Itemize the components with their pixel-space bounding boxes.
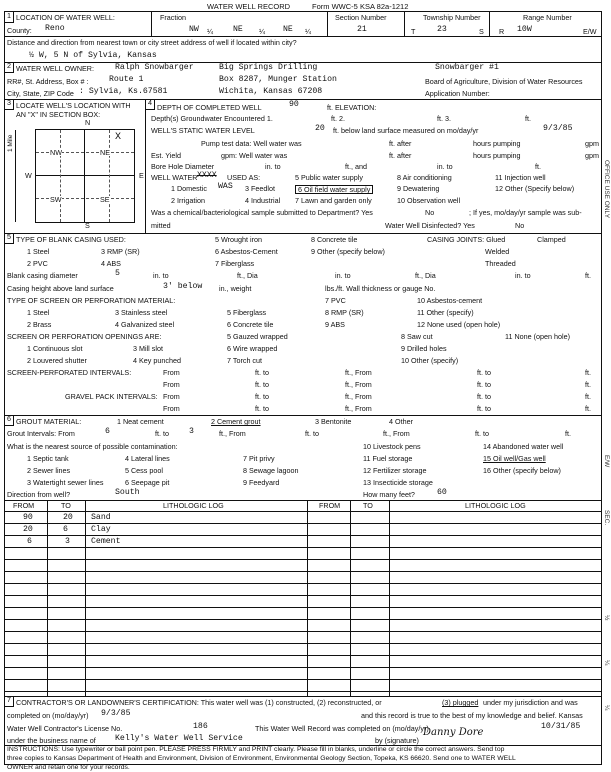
use-label: WELL WATER <box>151 173 198 182</box>
location-x-mark: X <box>115 132 122 143</box>
side-ew-label: E/W <box>603 455 610 468</box>
grout-4[interactable]: 4 Other <box>389 417 413 426</box>
opening-11[interactable]: 11 None (open hole) <box>505 332 570 341</box>
gp-from-1b: ft., From <box>345 392 372 401</box>
src-16[interactable]: 16 Other (specify below) <box>483 466 561 475</box>
log-row-3-desc: Cement <box>91 537 121 546</box>
gp-from-2: From <box>163 404 180 413</box>
fraction-1: NW <box>189 25 199 34</box>
src-13[interactable]: 13 Insecticide storage <box>363 478 433 487</box>
groundwater-2: ft. 2. <box>331 114 345 123</box>
screen-6[interactable]: 6 Concrete tile <box>227 320 274 329</box>
casing-9[interactable]: 9 Other (specify below) <box>311 247 385 256</box>
static-level-date: 9/3/85 <box>543 124 573 133</box>
gp-from-2b: ft., From <box>345 404 372 413</box>
log-rule-line <box>5 607 601 608</box>
record-completed-label: This Water Well Record was completed on (mo/day/yr) <box>255 724 429 733</box>
range-label: Range Number <box>523 13 572 22</box>
use-2[interactable]: 2 Irrigation <box>171 196 205 205</box>
src-7[interactable]: 7 Pit privy <box>243 454 275 463</box>
log-rule-line <box>5 691 601 692</box>
gp-to-2b: ft. to <box>477 404 491 413</box>
log-to-header: TO <box>61 501 71 510</box>
height-value: 3' below <box>163 282 203 291</box>
use-9[interactable]: 9 Dewatering <box>397 184 440 193</box>
groundwater-label: Depth(s) Groundwater Encountered 1. <box>151 114 273 123</box>
quadrant-se: SE <box>100 195 110 204</box>
casing-label: TYPE OF BLANK CASING USED: <box>16 235 126 244</box>
section-6-number: 6 <box>5 415 14 426</box>
grout-rest-5: ft. <box>565 429 571 438</box>
casing-5[interactable]: 5 Wrought iron <box>215 235 263 244</box>
use-11[interactable]: 11 Injection well <box>495 173 546 182</box>
quarter-3: ¼ <box>305 27 311 36</box>
screen-4[interactable]: 4 Galvanized steel <box>115 320 175 329</box>
gp-to-2: ft. to <box>255 404 269 413</box>
joints-clamped[interactable]: Clamped <box>537 235 566 244</box>
spi-to-2: ft. to <box>255 380 269 389</box>
casing-8[interactable]: 8 Concrete tile <box>311 235 358 244</box>
grout-rest-3: ft., From <box>383 429 410 438</box>
compass-e: E <box>139 171 144 180</box>
office-use-label: OFFICE USE ONLY <box>603 160 610 219</box>
quarter-1: ¼ <box>207 27 213 36</box>
board-label: Board of Agriculture, Division of Water Resources <box>425 77 583 86</box>
driller-name: Big Springs Drilling <box>219 63 318 72</box>
distance-label: Distance and direction from nearest town or city street address of well if located within city? <box>7 38 297 47</box>
depth-value: 90 <box>289 100 299 109</box>
spi-ft-1: ft. <box>585 368 591 377</box>
use-struck: XXXX <box>197 171 217 180</box>
grout-3[interactable]: 3 Bentonite <box>315 417 352 426</box>
driller-city: Wichita, Kansas 67208 <box>219 87 323 96</box>
log-rule-line <box>5 511 601 512</box>
city-label: City, State, ZIP Code <box>7 89 74 98</box>
grout-to-label: ft. to <box>155 429 169 438</box>
plugged-selected: (3) plugged <box>442 698 479 707</box>
fraction-label: Fraction <box>160 13 186 22</box>
log-litho-header-2: LITHOLOGIC LOG <box>465 501 526 510</box>
pump-hours: hours pumping <box>473 139 521 148</box>
opening-7[interactable]: 7 Torch cut <box>227 356 263 365</box>
side-tick-2: ¼ <box>603 660 610 666</box>
opening-9[interactable]: 9 Drilled holes <box>401 344 447 353</box>
compass-s: S <box>85 221 90 230</box>
grout-to: 3 <box>189 427 194 436</box>
completed-rest: and this record is true to the best of my knowledge and belief. Kansas <box>361 711 583 720</box>
src-9[interactable]: 9 Feedyard <box>243 478 280 487</box>
instructions-line-2: three copies to Kansas Department of Health and Environment, Division of Environment, Environmental Geology Section, Topeka, KS 66620. Send one to WATER WELL <box>7 755 516 762</box>
casing-6[interactable]: 6 Asbestos-Cement <box>215 247 278 256</box>
pump-test-label: Pump test data: Well water was <box>201 139 302 148</box>
direction-value: South <box>115 488 140 497</box>
log-litho-header: LITHOLOGIC LOG <box>163 501 224 510</box>
diameter-to: in. to <box>153 271 169 280</box>
src-10[interactable]: 10 Livestock pens <box>363 442 421 451</box>
dia-4: ft., Dia <box>415 271 436 280</box>
spi-from-1b: ft., From <box>345 368 372 377</box>
log-row-1-from: 90 <box>23 513 33 522</box>
section-7-number: 7 <box>5 696 14 707</box>
address-value: Route 1 <box>109 75 144 84</box>
use-8[interactable]: 8 Air conditioning <box>397 173 452 182</box>
quadrant-nw: NW <box>50 148 62 157</box>
quadrant-ne: NE <box>100 148 110 157</box>
joints-glued[interactable]: CASING JOINTS: Glued <box>427 235 506 244</box>
gp-to-1: ft. to <box>255 392 269 401</box>
certification-text: CONTRACTOR'S OR LANDOWNER'S CERTIFICATION: This water well was (1) constructed, (2) reconstructed, or <box>16 698 382 707</box>
use-10[interactable]: 10 Observation well <box>397 196 461 205</box>
src-11[interactable]: 11 Fuel storage <box>363 454 413 463</box>
screen-8[interactable]: 8 RMP (SR) <box>325 308 364 317</box>
openings-label: SCREEN OR PERFORATION OPENINGS ARE: <box>7 332 162 341</box>
use-was: WAS <box>218 182 233 191</box>
screen-1[interactable]: 1 Steel <box>27 308 50 317</box>
compass-w: W <box>25 171 32 180</box>
log-rule-line <box>5 679 601 680</box>
screen-10[interactable]: 10 Asbestos-cement <box>417 296 483 305</box>
range-ew: E/W <box>583 27 597 36</box>
screen-2[interactable]: 2 Brass <box>27 320 52 329</box>
address-label: RR#, St. Address, Box # : <box>7 77 89 86</box>
log-row-3-from: 6 <box>27 537 32 546</box>
log-row-2-desc: Clay <box>91 525 111 534</box>
depth-unit: ft. ELEVATION: <box>327 103 377 112</box>
screen-7[interactable]: 7 PVC <box>325 296 346 305</box>
grout-from: 6 <box>105 427 110 436</box>
grout-intervals-label: Grout Intervals: From <box>7 429 75 438</box>
grout-rest-2: ft. to <box>305 429 319 438</box>
log-rule-line <box>5 655 601 656</box>
src-14[interactable]: 14 Abandoned water well <box>483 442 564 451</box>
section-1-number: 1 <box>5 12 14 23</box>
mitted-label: mitted <box>151 221 171 230</box>
use-3[interactable]: 3 Feedlot <box>245 184 275 193</box>
locate-label-1: LOCATE WELL'S LOCATION WITH <box>16 101 131 110</box>
screen-3[interactable]: 3 Stainless steel <box>115 308 168 317</box>
title-text: WATER WELL RECORD <box>207 2 291 11</box>
opening-3[interactable]: 3 Mill slot <box>133 344 163 353</box>
fraction-2: NE <box>233 25 243 34</box>
log-rule-line <box>5 643 601 644</box>
chem-if: ; If yes, mo/day/yr sample was sub- <box>469 208 582 217</box>
log-row-1-to: 20 <box>63 513 73 522</box>
section-number-label: Section Number <box>335 13 387 22</box>
use-12[interactable]: 12 Other (Specify below) <box>495 184 575 193</box>
spi-to-1b: ft. to <box>477 368 491 377</box>
log-rule-line <box>5 523 601 524</box>
use-1[interactable]: 1 Domestic <box>171 184 207 193</box>
township-t: T <box>411 27 416 36</box>
src-6[interactable]: 6 Seepage pit <box>125 478 170 487</box>
city-value: : Sylvia, Ks.67581 <box>79 87 168 96</box>
spi-to-1: ft. to <box>255 368 269 377</box>
gp-ft-2: ft. <box>585 404 591 413</box>
completed-date: 9/3/85 <box>101 709 131 718</box>
log-rule-line <box>5 535 601 536</box>
log-row-1-desc: Sand <box>91 513 111 522</box>
static-level-value: 20 <box>315 124 325 133</box>
owner-value: Ralph Snowbarger <box>115 63 194 72</box>
gravel-label: GRAVEL PACK INTERVALS: <box>65 392 158 401</box>
side-tick-3: ¼ <box>603 705 610 711</box>
compass-n: N <box>85 118 91 127</box>
grout-2-selected[interactable]: 2 Cement grout <box>211 417 261 426</box>
screen-5[interactable]: 5 Fiberglass <box>227 308 267 317</box>
township-value: 23 <box>437 25 447 34</box>
casing-1[interactable]: 1 Steel <box>27 247 50 256</box>
range-value: 10W <box>517 25 532 34</box>
groundwater-3: ft. 3. <box>437 114 451 123</box>
spi-from-2b: ft., From <box>345 380 372 389</box>
opening-6[interactable]: 6 Wire wrapped <box>227 344 278 353</box>
gp-from-1: From <box>163 392 180 401</box>
casing-3[interactable]: 3 RMP (SR) <box>101 247 140 256</box>
grout-label: GROUT MATERIAL: <box>16 417 82 426</box>
log-rule-line <box>5 583 601 584</box>
spi-from-2: From <box>163 380 180 389</box>
screen-12[interactable]: 12 None used (open hole) <box>417 320 501 329</box>
log-rule-line <box>5 571 601 572</box>
src-12[interactable]: 12 Fertilizer storage <box>363 466 427 475</box>
disinfected-label: Water Well Disinfected? Yes <box>385 221 475 230</box>
spi-ft-2: ft. <box>585 380 591 389</box>
bore-and: ft., and <box>345 162 367 171</box>
yield-after: ft. after <box>389 151 412 160</box>
log-from-header-2: FROM <box>319 501 341 510</box>
yield-hours: hours pumping <box>473 151 521 160</box>
yield-gpm-2: gpm <box>585 151 599 160</box>
log-rule-line <box>5 559 601 560</box>
src-5[interactable]: 5 Cess pool <box>125 466 163 475</box>
log-rule-line <box>5 547 601 548</box>
mile-label: 1 Mile <box>7 134 14 152</box>
opening-4[interactable]: 4 Key punched <box>133 356 181 365</box>
section-box[interactable] <box>35 129 135 223</box>
dia-2: ft., Dia <box>237 271 258 280</box>
src-4[interactable]: 4 Lateral lines <box>125 454 170 463</box>
side-sec-label: SEC. <box>603 510 610 526</box>
spi-from-1: From <box>163 368 180 377</box>
license-label: Water Well Contractor's License No. <box>7 724 123 733</box>
opening-5[interactable]: 5 Gauzed wrapped <box>227 332 288 341</box>
grout-rest-4: ft. to <box>475 429 489 438</box>
dia-6: ft. <box>585 271 591 280</box>
signature: Danny Dore <box>423 727 484 738</box>
how-many-value: 60 <box>437 488 447 497</box>
use-as: USED AS: <box>227 173 261 182</box>
owner-label: WATER WELL OWNER: <box>16 64 94 73</box>
opening-10[interactable]: 10 Other (specify) <box>401 356 459 365</box>
static-level-label: WELL'S STATIC WATER LEVEL <box>151 126 255 135</box>
log-row-2-to: 6 <box>63 525 68 534</box>
direction-label: Direction from well? <box>7 490 71 499</box>
screen-11[interactable]: 11 Other (specify) <box>417 308 474 317</box>
grout-1[interactable]: 1 Neat cement <box>117 417 164 426</box>
joints-welded[interactable]: Welded <box>485 247 510 256</box>
opening-2[interactable]: 2 Louvered shutter <box>27 356 87 365</box>
gp-ft-1: ft. <box>585 392 591 401</box>
ksa-ref: KSA 82a-1212 <box>360 2 409 11</box>
casing-2-selected[interactable]: 2 PVC <box>27 259 48 268</box>
bore-label: Bore Hole Diameter <box>151 162 215 171</box>
signature-label: by (signature) <box>375 736 419 745</box>
section-number-value: 21 <box>357 25 367 34</box>
section-3-number: 3 <box>5 99 14 110</box>
quarter-2: ¼ <box>259 27 265 36</box>
distance-value: ½ W, 5 N of Sylvia, Kansas <box>29 51 157 60</box>
form-number: Form WWC-5 <box>312 2 358 11</box>
instructions-line-3: OWNER and retain one for your records. <box>7 764 130 771</box>
form-title <box>207 3 290 11</box>
application-label: Application Number: <box>425 89 490 98</box>
diameter-value: 5 <box>115 269 120 278</box>
driller-address: Box 8287, Munger Station <box>219 75 337 84</box>
use-6-selected[interactable]: 6 Oil field water supply <box>295 185 373 194</box>
bore-in: in. to <box>265 162 281 171</box>
diameter-label: Blank casing diameter <box>7 271 78 280</box>
log-rule-line <box>5 595 601 596</box>
screen-label: TYPE OF SCREEN OR PERFORATION MATERIAL: <box>7 296 176 305</box>
grout-rest: ft., From <box>219 429 246 438</box>
range-r: R <box>499 27 505 36</box>
yield-gpm: gpm: Well water was <box>221 151 288 160</box>
locate-label-2: AN "X" IN SECTION BOX: <box>16 110 101 119</box>
joints-threaded[interactable]: Threaded <box>485 259 516 268</box>
instructions-line-1: INSTRUCTIONS: Use typewriter or ball point pen. PLEASE PRESS FIRMLY and PRINT clearly. Please fill in blanks, underline or circle the correct answers. Send top <box>7 746 505 753</box>
fraction-3: NE <box>283 25 293 34</box>
src-1[interactable]: 1 Septic tank <box>27 454 69 463</box>
section-5-number: 5 <box>5 233 14 244</box>
quadrant-sw: SW <box>50 195 62 204</box>
screen-intervals-label: SCREEN-PERFORATED INTERVALS: <box>7 368 132 377</box>
side-tick-1: ½ <box>603 615 610 621</box>
record-completed-date: 10/31/85 <box>541 722 581 731</box>
pump-after: ft. after <box>389 139 412 148</box>
section-4-number: 4 <box>146 99 155 110</box>
dia-5: in. to <box>515 271 531 280</box>
township-s: S <box>479 27 484 36</box>
groundwater-4: ft. <box>525 114 531 123</box>
business-name: Kelly's Water Well Service <box>115 734 243 743</box>
dia-3: in. to <box>335 271 351 280</box>
casing-7[interactable]: 7 Fiberglass <box>215 259 255 268</box>
chem-no[interactable]: No <box>425 208 435 217</box>
location-label: LOCATION OF WATER WELL: <box>16 13 115 22</box>
completed-label: completed on (mo/day/yr) <box>7 711 89 720</box>
disinfected-no[interactable]: No <box>515 221 525 230</box>
well-name: Snowbarger #1 <box>435 63 499 72</box>
log-rule-line <box>5 667 601 668</box>
log-row-2-from: 20 <box>23 525 33 534</box>
opening-8[interactable]: 8 Saw cut <box>401 332 433 341</box>
bore-in-2: in. to <box>437 162 453 171</box>
log-rule-line <box>5 619 601 620</box>
log-rule-line <box>5 631 601 632</box>
casing-4[interactable]: 4 ABS <box>101 259 121 268</box>
certification-end: under my jurisdiction and was <box>483 698 578 707</box>
log-from-header: FROM <box>13 501 35 510</box>
bore-ft: ft. <box>535 162 541 171</box>
weight-rest: lbs./ft. Wall thickness or gauge No. <box>325 284 436 293</box>
contamination-label: What is the nearest source of possible contamination: <box>7 442 178 451</box>
height-label: Casing height above land surface <box>7 284 114 293</box>
county-label: County: <box>7 26 32 35</box>
township-label: Township Number <box>423 13 481 22</box>
license-value: 186 <box>193 722 208 731</box>
screen-9[interactable]: 9 ABS <box>325 320 345 329</box>
use-5[interactable]: 5 Public water supply <box>295 173 363 182</box>
opening-1[interactable]: 1 Continuous slot <box>27 344 83 353</box>
chem-sample-label: Was a chemical/bacteriological sample submitted to Department? Yes <box>151 208 373 217</box>
depth-label: DEPTH OF COMPLETED WELL <box>157 103 262 112</box>
src-15-selected[interactable]: 15 Oil well/Gas well <box>483 454 546 463</box>
use-7[interactable]: 7 Lawn and garden only <box>295 196 372 205</box>
pump-gpm: gpm <box>585 139 599 148</box>
business-label: under the business name of <box>7 736 96 745</box>
gp-to-1b: ft. to <box>477 392 491 401</box>
src-2[interactable]: 2 Sewer lines <box>27 466 71 475</box>
county-value: Reno <box>45 24 65 33</box>
static-level-rest: ft. below land surface measured on mo/day/yr <box>333 126 479 135</box>
src-8[interactable]: 8 Sewage lagoon <box>243 466 299 475</box>
height-weight: in., weight <box>219 284 252 293</box>
use-4[interactable]: 4 Industrial <box>245 196 281 205</box>
section-2-number: 2 <box>5 62 14 73</box>
log-to-header-2: TO <box>363 501 373 510</box>
form-frame <box>4 11 602 771</box>
yield-label: Est. Yield <box>151 151 181 160</box>
src-3[interactable]: 3 Watertight sewer lines <box>27 478 104 487</box>
log-row-3-to: 3 <box>65 537 70 546</box>
spi-to-2b: ft. to <box>477 380 491 389</box>
how-many-label: How many feet? <box>363 490 415 499</box>
